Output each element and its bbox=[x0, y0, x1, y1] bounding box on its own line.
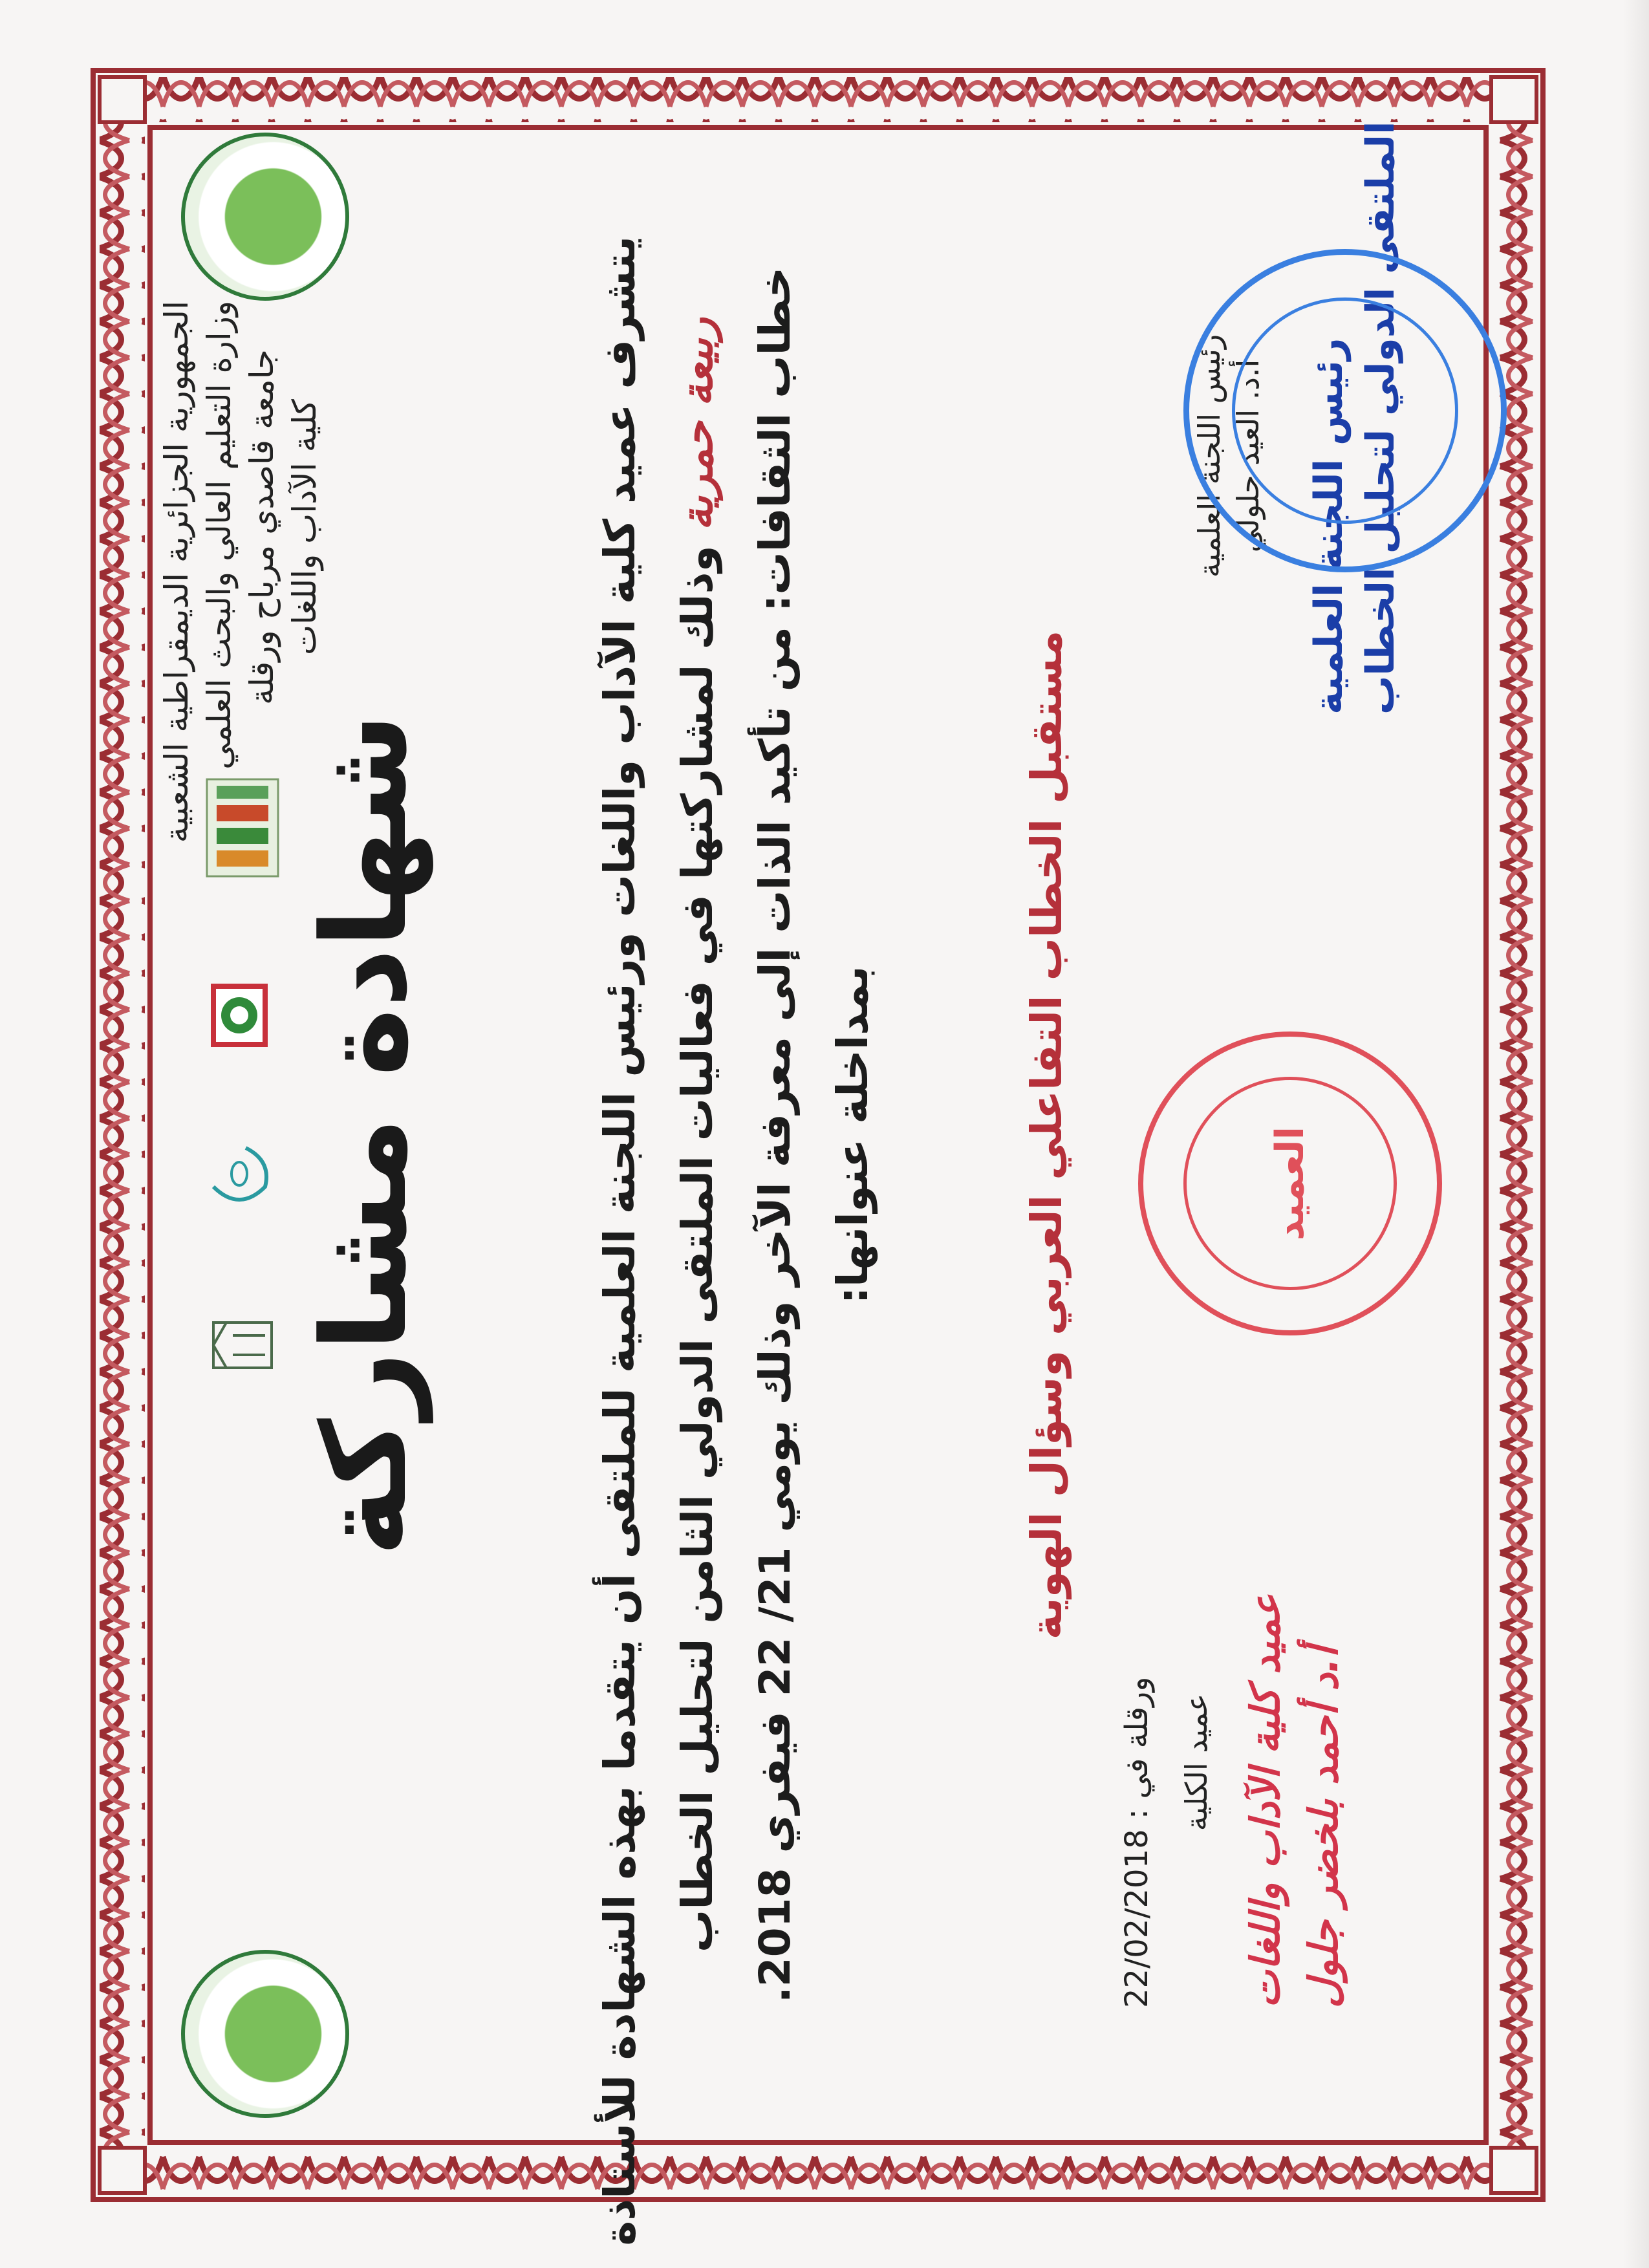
committee-handwriting-2: الملتقى الدولي لتحليل الخطاب bbox=[1358, 121, 1403, 715]
place-date: ورقلة في : 22/02/2018 bbox=[1119, 1676, 1155, 2008]
certificate-content bbox=[91, 68, 1546, 2246]
partner-logos bbox=[188, 760, 304, 1407]
faculty-logo-icon bbox=[213, 1323, 272, 1368]
committee-stamp bbox=[1183, 249, 1507, 572]
body-line-1: يتشرف عميد كلية الآداب واللغات ورئيس اللجنة العلمية للملتقى أن يتقدما بهذه الشهادة للأستاذة bbox=[595, 236, 645, 2246]
body-line-4: بمداخلة عنوانها: bbox=[828, 966, 878, 1304]
participant-name: ربيعة حمرية bbox=[673, 318, 722, 531]
conference-logo-icon bbox=[213, 986, 265, 1044]
certificate-title: شهادة مشاركة bbox=[297, 713, 433, 1557]
header-line: الجمهورية الجزائرية الديمقراطية الشعبية bbox=[158, 301, 195, 843]
dean-stamp bbox=[1138, 1031, 1442, 1335]
header-line: جامعة قاصدي مرباح ورقلة bbox=[243, 349, 281, 705]
body-line-3: خطاب الثقافات: من تأكيد الذات إلى معرفة الآخر وذلك يومي 21/ 22 فيفري 2018. bbox=[750, 266, 800, 2003]
dean-stamp-center: العميد bbox=[1183, 1077, 1397, 1290]
dean-handwriting-2: أ.د أحمد بلخضر جلول bbox=[1300, 1647, 1347, 2008]
header-line: وزارة التعليم العالي والبحث العلمي bbox=[200, 301, 238, 770]
committee-handwriting: رئيس اللجنة العلمية bbox=[1306, 338, 1352, 715]
lab-logo-icon bbox=[213, 1148, 266, 1200]
lafe-logo-icon bbox=[207, 779, 278, 876]
body-line-2 bbox=[673, 236, 722, 2034]
dean-label: عميد الكلية bbox=[1179, 1693, 1214, 1831]
body-line-2-text: وذلك لمشاركتها في فعاليات الملتقى الدولي الثامن لتحليل الخطاب bbox=[673, 545, 722, 1952]
presentation-topic: مستقبل الخطاب التفاعلي العربي وسؤال الهوية bbox=[1022, 630, 1072, 1640]
header-line: كلية الآداب واللغات bbox=[286, 399, 323, 655]
committee-chair-name: أ.د. العيد جلولي bbox=[1231, 359, 1266, 553]
scan-edge bbox=[1623, 0, 1649, 2268]
committee-label: رئيس اللجنة العلمية bbox=[1192, 334, 1227, 578]
dean-handwriting: عميد كلية الآداب واللغات bbox=[1242, 1593, 1289, 2008]
